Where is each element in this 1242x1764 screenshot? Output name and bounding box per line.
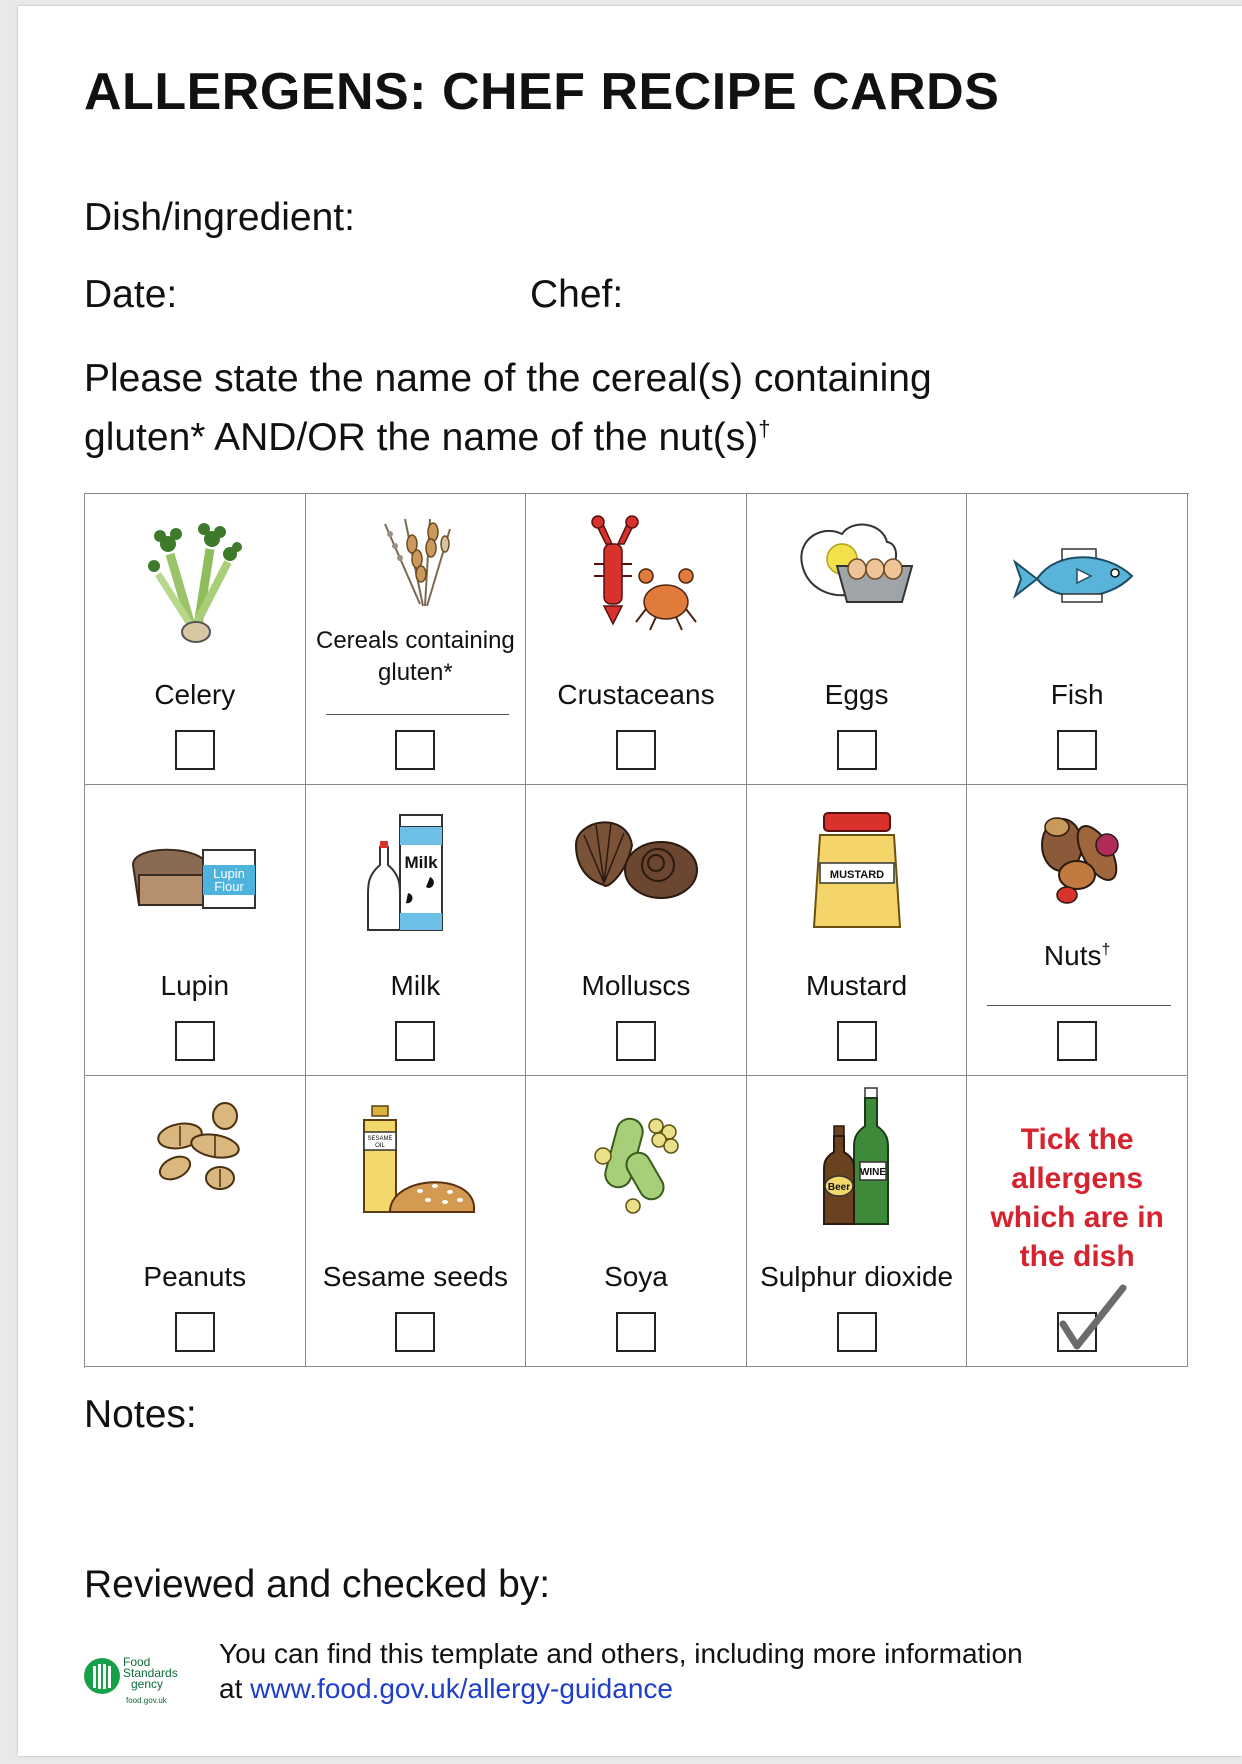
sulphur-dioxide-checkbox[interactable] [837,1312,877,1352]
eggs-icon [792,514,922,624]
cereals-label-line-1: Cereals containing [315,627,515,654]
logo-url: food.gov.uk [126,1696,167,1705]
allergen-cell-peanuts [85,1076,306,1367]
sulphur-dioxide-label: Sulphur dioxide [760,1260,954,1292]
mustard-label: Mustard [806,969,908,1001]
checkmark-icon [1055,1284,1129,1352]
milk-label: Milk [390,969,441,1001]
nuts-dagger: † [1101,941,1111,959]
cereals-label [306,625,526,689]
instruction-text [84,354,1064,463]
peanuts-icon [140,1096,250,1206]
celery-icon [140,514,250,644]
cereals-checkbox[interactable] [395,730,435,770]
tick-line-3: which are in [990,1200,1164,1234]
wine-bottle-label: WINE [859,1166,886,1178]
allergen-cell-nuts [967,785,1188,1076]
peanuts-checkbox[interactable] [175,1312,215,1352]
allergen-cell-milk [306,785,527,1076]
peanuts-label: Peanuts [143,1260,247,1292]
allergen-cell-eggs [747,494,968,785]
milk-icon [360,805,470,935]
cereals-label-line-2: gluten* [378,659,453,686]
crustaceans-icon [566,514,706,644]
sesame-label: Sesame seeds [322,1260,508,1292]
eggs-checkbox[interactable] [837,730,877,770]
allergen-grid [84,493,1189,1368]
fsa-logo-icon [83,1656,123,1696]
cereals-icon [365,514,465,614]
lupin-label: Lupin [160,969,230,1001]
logo-line-3: gency [131,1677,164,1691]
mustard-checkbox[interactable] [837,1021,877,1061]
tick-instruction [967,1120,1187,1276]
fish-icon [1007,514,1147,624]
sulphur-dioxide-icon [802,1086,912,1226]
allergen-cell-soya [526,1076,747,1367]
fish-label: Fish [1050,679,1104,710]
celery-checkbox[interactable] [175,730,215,770]
allergen-cell-crustaceans [526,494,747,785]
crustaceans-checkbox[interactable] [616,730,656,770]
svg-text:Flour: Flour [213,878,244,894]
mustard-jar-label: MUSTARD [829,868,884,881]
milk-checkbox[interactable] [395,1021,435,1061]
allergen-cell-sulphur-dioxide [747,1076,968,1367]
cereals-name-line[interactable] [326,714,510,715]
celery-label: Celery [154,679,236,710]
molluscs-icon [566,805,706,915]
tick-line-2: allergens [1011,1161,1144,1195]
logo-line-1: Food [123,1655,151,1669]
molluscs-checkbox[interactable] [616,1021,656,1061]
tick-instruction-cell [967,1076,1188,1367]
lupin-icon [125,805,265,935]
allergen-cell-sesame [306,1076,527,1367]
chef-label: Chef: [530,273,624,316]
eggs-label: Eggs [824,679,889,710]
footer-line-2-prefix: at [219,1673,251,1704]
footer-text [219,1636,1023,1706]
allergen-cell-cereals [306,494,527,785]
date-label: Date: [84,273,178,316]
tick-line-1: Tick the [1020,1122,1134,1156]
nuts-name-line[interactable] [987,1005,1171,1006]
sesame-icon [350,1096,480,1216]
notes-label: Notes: [84,1393,197,1436]
tick-line-4: the dish [1019,1239,1135,1273]
fsa-logo-text [123,1657,178,1690]
reviewed-label: Reviewed and checked by: [84,1563,551,1606]
allergen-cell-molluscs [526,785,747,1076]
allergen-cell-celery [85,494,306,785]
crustaceans-label: Crustaceans [557,679,715,710]
sesame-checkbox[interactable] [395,1312,435,1352]
nuts-label-text: Nuts [1043,939,1102,971]
instruction-dagger: † [758,416,771,441]
fsa-logo [83,1655,178,1705]
molluscs-label: Molluscs [581,969,691,1001]
allergen-cell-lupin [85,785,306,1076]
fish-checkbox[interactable] [1057,730,1097,770]
lupin-checkbox[interactable] [175,1021,215,1061]
allergen-cell-fish [967,494,1188,785]
svg-text:OIL: OIL [375,1142,386,1149]
beer-bottle-label: Beer [827,1181,850,1193]
nuts-checkbox[interactable] [1057,1021,1097,1061]
instruction-line-1: Please state the name of the cereal(s) containing [84,357,932,400]
mustard-icon [802,805,912,935]
soya-checkbox[interactable] [616,1312,656,1352]
soya-label: Soya [604,1260,668,1292]
nuts-icon [1022,805,1132,915]
footer-line-1: You can find this template and others, including more information [219,1638,1023,1669]
logo-line-2: Standards [123,1666,178,1680]
lupin-pack-label: Lupin [212,865,245,881]
sesame-oil-label: SESAME [367,1135,393,1142]
instruction-line-2: gluten* AND/OR the name of the nut(s) [84,416,759,459]
allergen-cell-mustard [747,785,968,1076]
allergy-guidance-link[interactable]: www.food.gov.uk/allergy-guidance [250,1673,673,1704]
milk-carton-label: Milk [404,852,438,872]
soya-icon [581,1096,691,1216]
nuts-label [967,940,1187,972]
page-title: ALLERGENS: CHEF RECIPE CARDS [84,63,1000,121]
dish-ingredient-label: Dish/ingredient: [84,196,355,239]
